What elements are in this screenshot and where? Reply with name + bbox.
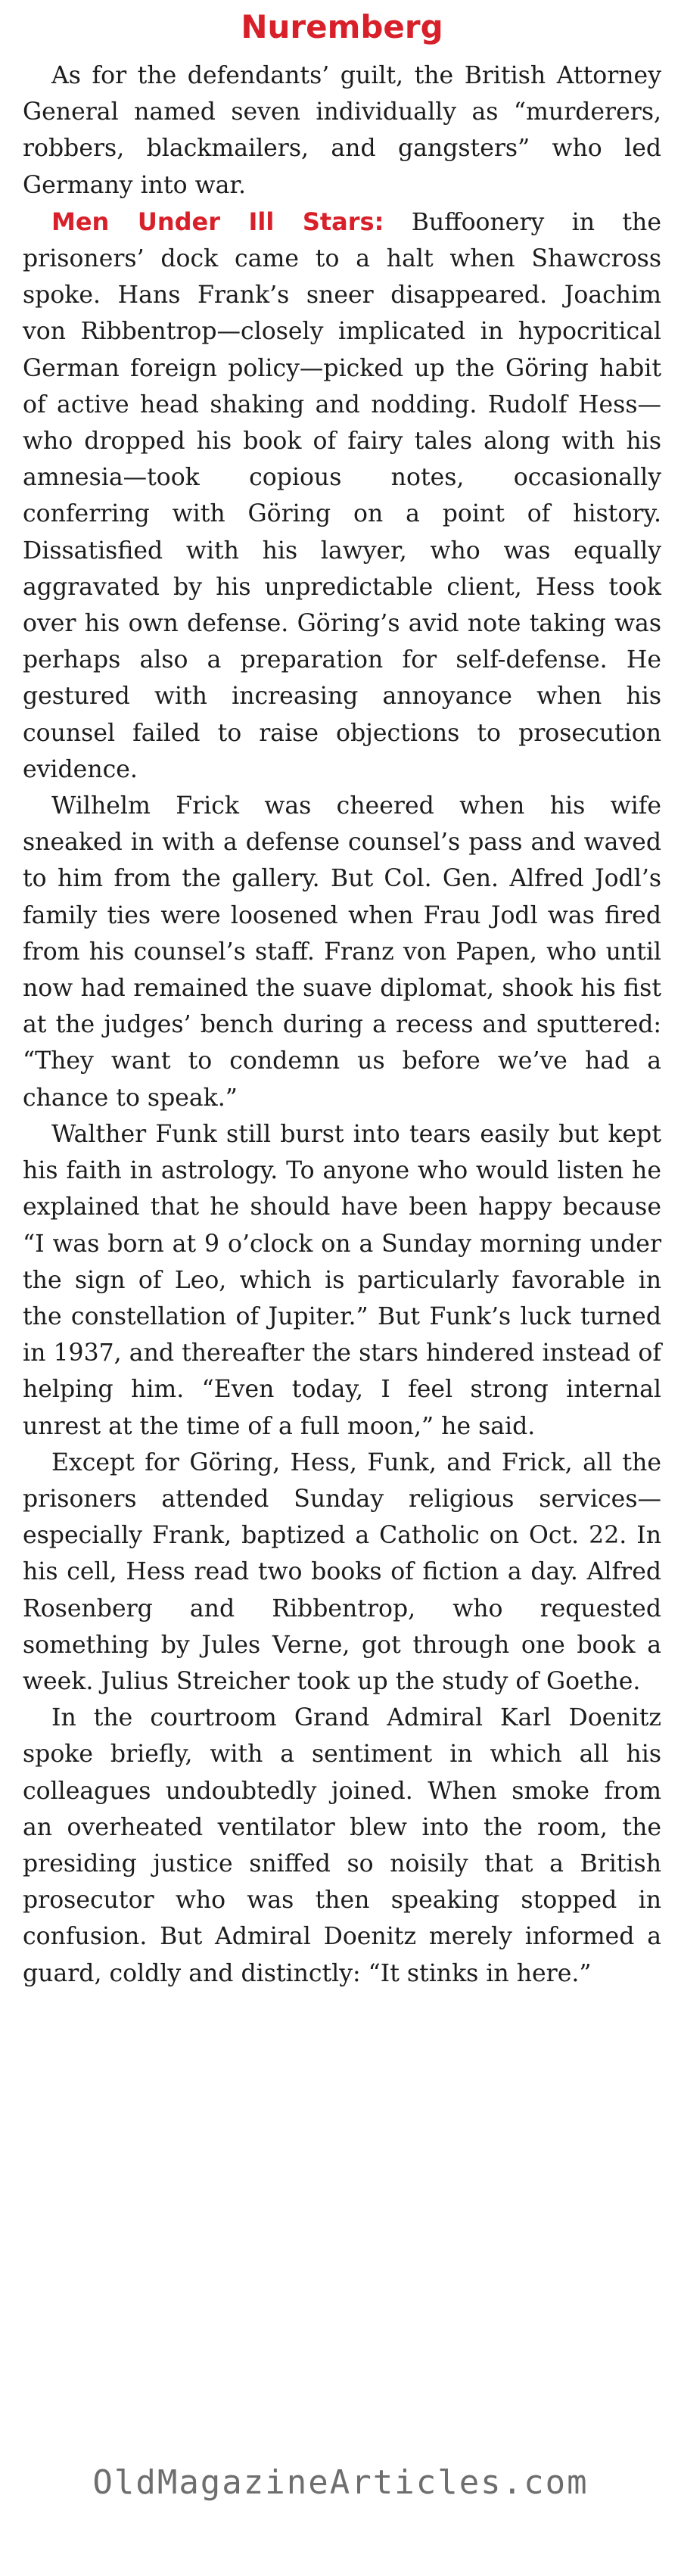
section-subhead: Men Under Ill Stars: xyxy=(51,207,384,236)
body-paragraph-2: Wilhelm Frick was cheered when his wife sneaked in with a defense counsel’s pass and waved to him from the gallery. But Col. Gen. Alfred Jodl’s family ties were loosened when Frau Jodl was fired from his counsel’s staff. Franz von Papen, who until now had remained the suave diplomat, shook his fist at the judges’ bench during a recess and sputtered: “They want to condemn us before we’ve had a chance to speak.” xyxy=(23,792,661,1112)
body-paragraph-3: Walther Funk still burst into tears easily but kept his faith in astrology. To anyone who would listen he explained that he should have been happy because “I was born at 9 o’clock on a Sunday morning under the sign of Leo, which is particularly favorable in the constellation of Jupiter.” But Funk’s luck turned in 1937, and thereafter the stars hindered instead of helping him. “Even today, I feel strong internal unrest at the time of a full moon,” he said. xyxy=(23,1120,661,1440)
site-credit: OldMagazineArticles.com xyxy=(92,2463,589,2502)
intro-paragraph: As for the defendants’ guilt, the British Attorney General named seven individually as “murderers, robbers, blackmailers, and gangsters” who led Germany into war. xyxy=(23,62,661,199)
body-paragraph-1 xyxy=(23,204,661,788)
article-title: Nuremberg xyxy=(241,8,443,45)
body-paragraph-4: Except for Göring, Hess, Funk, and Frick, all the prisoners attended Sunday religious services—especially Frank, baptized a Catholic on Oct. 22. In his cell, Hess read two books of fiction a day. Alfred Rosenberg and Ribbentrop, who requested something by Jules Verne, got through one book a week. Julius Streicher took up the study of Goethe. xyxy=(23,1448,661,1695)
paragraph-1-text: Buffoonery in the prisoners’ dock came to a halt when Shawcross spoke. Hans Frank’s sneer disappeared. Joachim von Ribbentrop—closely implicated in hypocritical German foreign policy—picked up the Göring habit of active head shaking and nodding. Rudolf Hess—who dropped his book of fairy tales along with his amnesia—took copious notes, occasionally conferring with Göring on a point of history. Dissatisfied with his lawyer, who was equally aggravated by his unpredictable client, Hess took over his own defense. Göring’s avid note taking was perhaps also a preparation for self-defense. He gestured with increasing annoyance when his counsel failed to raise objections to prosecution evidence. xyxy=(23,208,661,783)
body-paragraph-5: In the courtroom Grand Admiral Karl Doenitz spoke briefly, with a sentiment in which all his colleagues undoubtedly joined. When smoke from an overheated ventilator blew into the room, the presiding justice sniffed so noisily that a British prosecutor who was then speaking stopped in confusion. But Admiral Doenitz merely informed a guard, coldly and distinctly: “It stinks in here.” xyxy=(23,1704,661,1987)
